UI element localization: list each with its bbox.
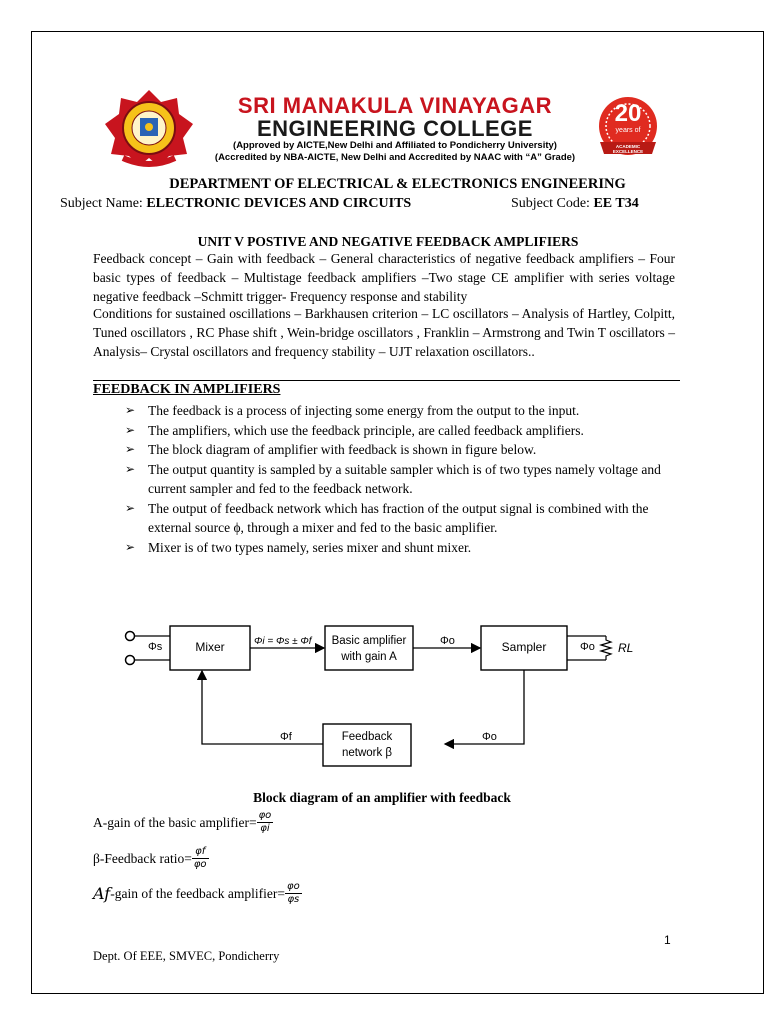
- formula-label: -gain of the feedback amplifier=: [110, 885, 285, 901]
- formula-label: β-Feedback ratio=: [93, 850, 192, 866]
- bullet-list: [93, 401, 678, 557]
- load-resistor-icon: [601, 636, 611, 660]
- subject-code-label: Subject Code:: [511, 196, 594, 211]
- approval-line: (Approved by AICTE,New Delhi and Affiliated to Pondicherry University): [233, 140, 557, 151]
- phi-o-label-output: Φo: [580, 641, 595, 653]
- subject-name-line: [60, 196, 411, 212]
- subject-name-label: Subject Name:: [60, 196, 147, 211]
- feedback-label-line2: network β: [341, 747, 393, 759]
- subject-code-line: [511, 196, 639, 212]
- bullet-item: ➢ The block diagram of amplifier with feedback is shown in figure below.: [93, 440, 678, 460]
- load-resistor-label: RL: [618, 641, 634, 655]
- amplifier-label-line2: with gain A: [341, 651, 397, 663]
- subject-name-value: ELECTRONIC DEVICES AND CIRCUITS: [146, 196, 412, 211]
- college-emblem-logo: [103, 88, 195, 168]
- formula-fraction: $\frac{\varphi o}{\varphi i}$: [258, 810, 272, 834]
- badge-text: years of: [615, 127, 641, 134]
- feedback-label-line1: Feedback: [341, 731, 393, 743]
- accreditation-line: (Accredited by NBA-AICTE, New Delhi and Accredited by NAAC with “A” Grade): [214, 152, 576, 163]
- bullet-item: ➢ The amplifiers, which use the feedback principle, are called feedback amplifiers.: [93, 421, 678, 441]
- college-name-line2: ENGINEERING COLLEGE: [257, 116, 533, 141]
- formula-symbol: Af: [93, 884, 111, 903]
- mixer-label: Mixer: [195, 640, 225, 654]
- phi-o-label-feedback: Φo: [482, 731, 497, 743]
- sampler-label: Sampler: [501, 640, 547, 654]
- feedback-block-diagram: [118, 620, 648, 770]
- phi-o-label-forward: Φo: [440, 635, 455, 647]
- bullet-item: ➢ The output quantity is sampled by a suitable sampler which is of two types namely voltage and current sampler and fed to the feedback network.: [93, 460, 678, 499]
- section-divider: [93, 380, 680, 381]
- input-terminal-top: [126, 632, 135, 641]
- bullet-item: ➢ The output of feedback network which has fraction of the output signal is combined with the external source ϕ, through a mixer and fed to the basic amplifier.: [93, 499, 678, 538]
- input-terminal-bottom: [126, 656, 135, 665]
- bullet-item: ➢ The feedback is a process of injecting some energy from the output to the input.: [93, 401, 678, 421]
- formula-basic-gain: [93, 810, 273, 835]
- syllabus-paragraph-2: Conditions for sustained oscillations – Barkhausen criterion – LC oscillators – Analysis of Hartley, Colpitt, Tuned oscillators , RC Phase shift , Wein-bridge oscillators , Franklin – Armstrong and Twin T oscillators – Analysis– Crystal oscillators and frequency stability – UJT relaxation oscillators..: [93, 306, 675, 359]
- page-number: 1: [664, 933, 671, 947]
- formula-fraction: $\frac{\varphi o}{\varphi s}$: [287, 881, 300, 905]
- amplifier-label-line1: Basic amplifier: [331, 635, 407, 647]
- diagram-caption: Block diagram of an amplifier with feedback: [253, 790, 511, 805]
- bullet-item: ➢ Mixer is of two types namely, series mixer and shunt mixer.: [93, 538, 678, 558]
- badge-ribbon: ACADEMIC EXCELLENCE: [612, 144, 644, 154]
- phi-f-label: Φf: [280, 731, 292, 743]
- department-title: DEPARTMENT OF ELECTRICAL & ELECTRONICS ENGINEERING: [169, 176, 626, 192]
- formula-fraction: $\frac{\varphi f}{\varphi o}$: [193, 846, 207, 870]
- syllabus-paragraph-1: Feedback concept – Gain with feedback – General characteristics of negative feedback amplifiers – Four basic types of feedback – Multistage feedback amplifiers –Two stage CE amplifier with series voltage negative feedback –Schmitt trigger- Frequency response and stability: [93, 251, 675, 304]
- basic-amplifier-block: [325, 626, 413, 670]
- subject-code-value: EE T34: [593, 196, 639, 211]
- footer-dept: Dept. Of EEE, SMVEC, Pondicherry: [93, 949, 280, 963]
- formula-feedback-ratio: [93, 846, 209, 871]
- phi-i-equation: Φi = Φs ± Φf: [254, 636, 312, 647]
- anniversary-badge: [596, 96, 660, 160]
- phi-s-label: Φs: [148, 641, 163, 653]
- unit-title: UNIT V POSTIVE AND NEGATIVE FEEDBACK AMPLIFIERS: [197, 234, 579, 249]
- badge-number: 20: [614, 100, 642, 127]
- section-heading: FEEDBACK IN AMPLIFIERS: [93, 382, 281, 397]
- formula-label: A-gain of the basic amplifier=: [93, 814, 257, 830]
- college-name-line1: SRI MANAKULA VINAYAGAR: [237, 93, 553, 118]
- formula-feedback-gain: [93, 881, 302, 906]
